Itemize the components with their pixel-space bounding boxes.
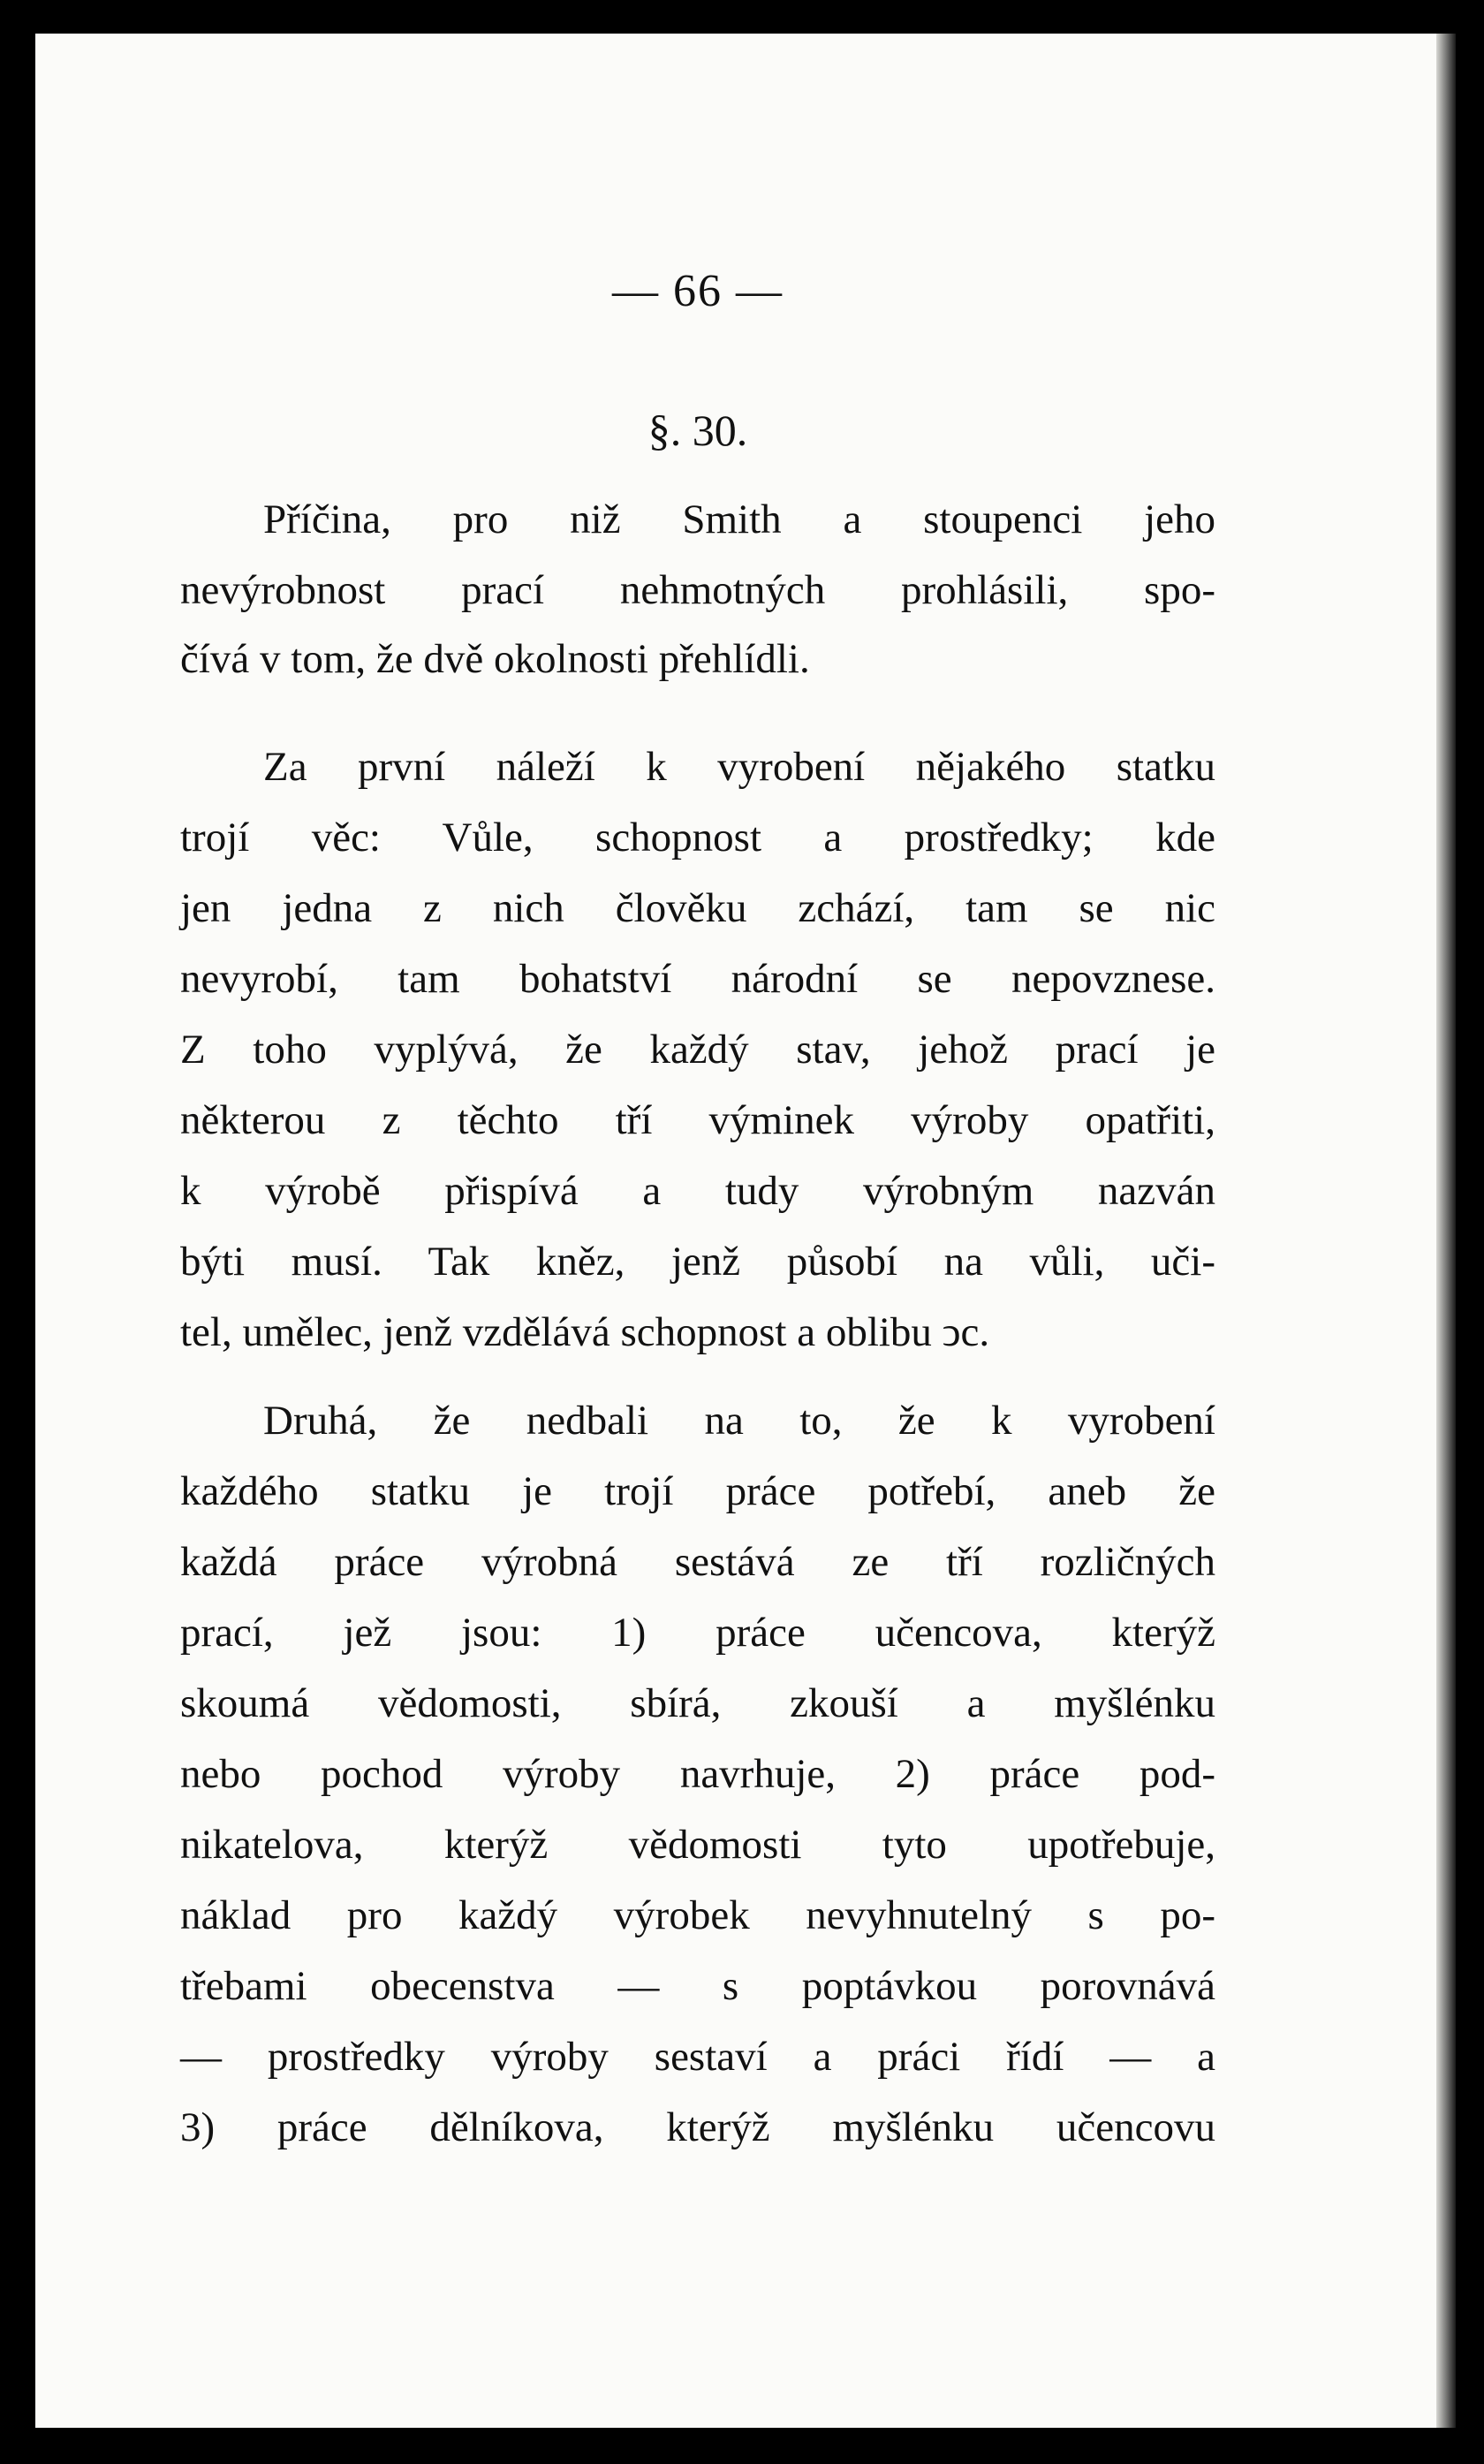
paragraph-line: jen jedna z nich člověku zchází, tam se nic <box>180 885 1215 931</box>
paragraph-line: Příčina, pro niž Smith a stoupenci jeho <box>263 497 1215 542</box>
page-edge-shadow <box>1436 34 1456 2428</box>
paragraph-line: trojí věc: Vůle, schopnost a prostředky; kde <box>180 815 1215 861</box>
paragraph-line: býti musí. Tak kněz, jenž působí na vůli, uči- <box>180 1239 1215 1285</box>
paragraph-line: Z toho vyplývá, že každý stav, jehož prací je <box>180 1027 1215 1073</box>
paragraph-line: některou z těchto tří výminek výroby opatřiti, <box>180 1097 1215 1143</box>
paragraph-line: nebo pochod výroby navrhuje, 2) práce pod- <box>180 1751 1215 1797</box>
paragraph-line: tel, umělec, jenž vzdělává schopnost a oblibu ͻc. <box>180 1309 990 1355</box>
paragraph-line: nevyrobí, tam bohatství národní se nepovznese. <box>180 956 1215 1002</box>
paragraph-line: k výrobě přispívá a tudy výrobným nazván <box>180 1168 1215 1214</box>
paragraph-line: každá práce výrobná sestává ze tří rozličných <box>180 1539 1215 1585</box>
paragraph-line: Za první náleží k vyrobení nějakého statku <box>263 744 1215 790</box>
page-number: — 66 — <box>612 266 784 316</box>
paragraph-line: 3) práce dělníkova, kterýž myšlénku učencovu <box>180 2104 1215 2150</box>
paragraph-line: čívá v tom, že dvě okolnosti přehlídli. <box>180 636 810 682</box>
paragraph-line: každého statku je trojí práce potřebí, aneb že <box>180 1468 1215 1514</box>
paragraph-line: třebami obecenstva — s poptávkou porovnává <box>180 1963 1215 2009</box>
paragraph-line: skoumá vědomosti, sbírá, zkouší a myšlénku <box>180 1680 1215 1726</box>
section-heading: §. 30. <box>647 406 748 455</box>
paragraph-line: Druhá, že nedbali na to, že k vyrobení <box>263 1398 1215 1444</box>
paragraph-line: nevýrobnost prací nehmotných prohlásili, spo- <box>180 567 1215 613</box>
paragraph-line: náklad pro každý výrobek nevyhnutelný s po- <box>180 1892 1215 1938</box>
book-page <box>35 34 1456 2428</box>
paragraph-line: — prostředky výroby sestaví a práci řídí — a <box>180 2034 1215 2080</box>
paragraph-line: prací, jež jsou: 1) práce učencova, kterýž <box>180 1610 1215 1656</box>
paragraph-line: nikatelova, kterýž vědomosti tyto upotřebuje, <box>180 1822 1215 1868</box>
